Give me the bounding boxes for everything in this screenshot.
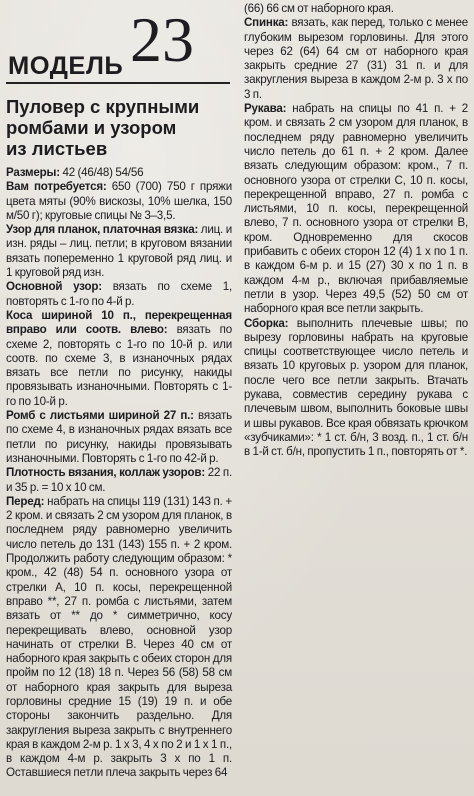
paragraph-materials <box>6 180 232 223</box>
paragraph-text: лиц. и изн. ряды – лиц. петли; в круговом вязании вязать попеременно 1 круговой ряд лиц. и 1 круговой ряд изн. <box>6 223 232 280</box>
paragraph-label: Размеры: <box>6 166 60 179</box>
paragraph-text: вязать по схеме 2, повторять с 1-го по 10-й р. или соотв. по схеме 3, в изнаночных рядах вязать все петли по рисунку, накиды провязывать изнаночными. Повторять с 1-го по 10-й р. <box>6 323 232 408</box>
paragraph-sizes <box>6 166 232 180</box>
paragraph-border-pattern <box>6 223 232 280</box>
article-title <box>6 96 232 159</box>
paragraph-label: Основной узор: <box>6 280 102 294</box>
paragraph-label: Перед: <box>6 494 45 508</box>
paragraph-front <box>6 495 232 781</box>
header-rule <box>6 82 230 84</box>
model-label: МОДЕЛЬ <box>8 52 124 80</box>
paragraph-gauge <box>6 466 232 495</box>
paragraph-cable <box>6 309 232 409</box>
paragraph-assembly <box>244 317 468 460</box>
paragraph-label: Ромб с листьями шириной 27 п.: <box>6 409 194 423</box>
paragraph-label: Рукава: <box>244 102 287 116</box>
paragraph-text: вязать, как перед, только с менее глубоким вырезом горловины. Для этого через 62 (64) 64 см от наборного края закрыть средние 27 (31) 31 п. и для закругления выреза в каждом 2-м р. 3 х по 3 п. <box>244 16 468 101</box>
paragraph-text: выполнить плечевые швы; по вырезу горловины набрать на круговые спицы соответствующее число петель и вязать 10 круговых р. узором для планок, после чего все петли закрыть. Втачать рукава, совместив середину рукава с плечевым швом, выполнить боковые швы и швы рукавов. Все края обвязать крючком «зубчиками»: * 1 ст. б/н, 3 возд. п., 1 ст. б/н в 1-й ст. б/н, пропустить 1 п., повторять от *. <box>244 316 468 459</box>
model-header <box>6 0 232 92</box>
paragraph-label: Коса шириной 10 п., перекрещенная вправо или соотв. влево: <box>6 308 232 337</box>
title-line: ромбами и узором <box>6 117 177 138</box>
paragraph-label: Узор для планок, платочная вязка: <box>6 223 199 237</box>
paragraph-diamond <box>6 409 232 466</box>
left-column <box>6 0 232 781</box>
paragraph-front-continued: (66) 66 см от наборного края. <box>244 2 394 15</box>
paragraph-text: набрать на спицы по 41 п. + 2 кром. и связать 2 см узором для планок, в последнем ряду равномерно увеличить число петель до 61 п. + 2 кром. Далее вязать следующим образом: кром., 7 п. основного узора от стрелки С, 10 п. косы, перекрещенной вправо, 27 п. ромба с листьями, 10 п. косы, перекрещенной влево, 7 п. основного узора от стрелки В, кром. Одновременно для скосов прибавить с обеих сторон 12 (4) 1 х по 1 п. в каждом 6-м р. и 15 (27) 30 х по 1 п. в каждом 4-м р., включая прибавляемые петли в узор. Через 49,5 (52) 50 см от наборного края все петли закрыть. <box>244 102 468 316</box>
paragraph-text: 22 п. и 35 р. = 10 х 10 см. <box>6 466 232 494</box>
right-column <box>244 0 468 460</box>
paragraph-label: Спинка: <box>244 16 289 30</box>
body-text-left <box>6 166 232 781</box>
paragraph-text: вязать по схеме 4, в изнаночных рядах вязать все петли по рисунку, накиды провязывать изнаночными. Повторять с 1-го по 42-й р. <box>6 409 232 465</box>
paragraph-text: вязать по схеме 1, повторять с 1-го по 4-й р. <box>6 280 232 308</box>
paragraph-label: Сборка: <box>244 316 289 330</box>
paragraph-label: Плотность вязания, коллаж узоров: <box>6 466 206 480</box>
paragraph-main-pattern <box>6 280 232 309</box>
title-line: из листьев <box>6 138 108 159</box>
paragraph-text: 42 (46/48) 54/56 <box>59 166 144 179</box>
title-line: Пуловер с крупными <box>6 96 200 117</box>
paragraph-back <box>244 16 468 102</box>
body-text-right <box>244 2 468 460</box>
paragraph-text: набрать на спицы 119 (131) 143 п. + 2 кром. и связать 2 см узором для планок, в последнем ряду равномерно увеличить число петель до 131 (143) 155 п. + 2 кром. Продолжить работу следующим образом: * кром., 42 (48) 54 п. основного узора от стрелки А, 10 п. косы, перекрещенной вправо **, 27 п. ромба с листьями, затем вязать от ** до * симметрично, косу перекрещивать влево, основной узор начинать от стрелки В. Через 40 см от наборного края закрыть с обеих сторон для пройм по 12 (18) 18 п. Через 56 (58) 58 см от наборного края закрыть для выреза горловины средние 15 (19) 19 п. и обе стороны закончить раздельно. Для закругления выреза закрыть с внутреннего края в каждом 2-м р. 1 х 3, 4 х по 2 и 1 х 1 п., в каждом 4-м р. закрыть 3 х по 1 п. Оставшиеся петли плеча закрыть через 64 <box>6 494 232 780</box>
model-number: 23 <box>130 4 194 75</box>
paragraph-sleeves <box>244 102 468 316</box>
paragraph-label: Вам потребуется: <box>6 180 107 194</box>
paragraph-text: 650 (700) 750 г пряжи цвета мяты (90% вискозы, 10% шелка, 150 м/50 г); круговые спицы № 3–3,5. <box>6 180 232 222</box>
